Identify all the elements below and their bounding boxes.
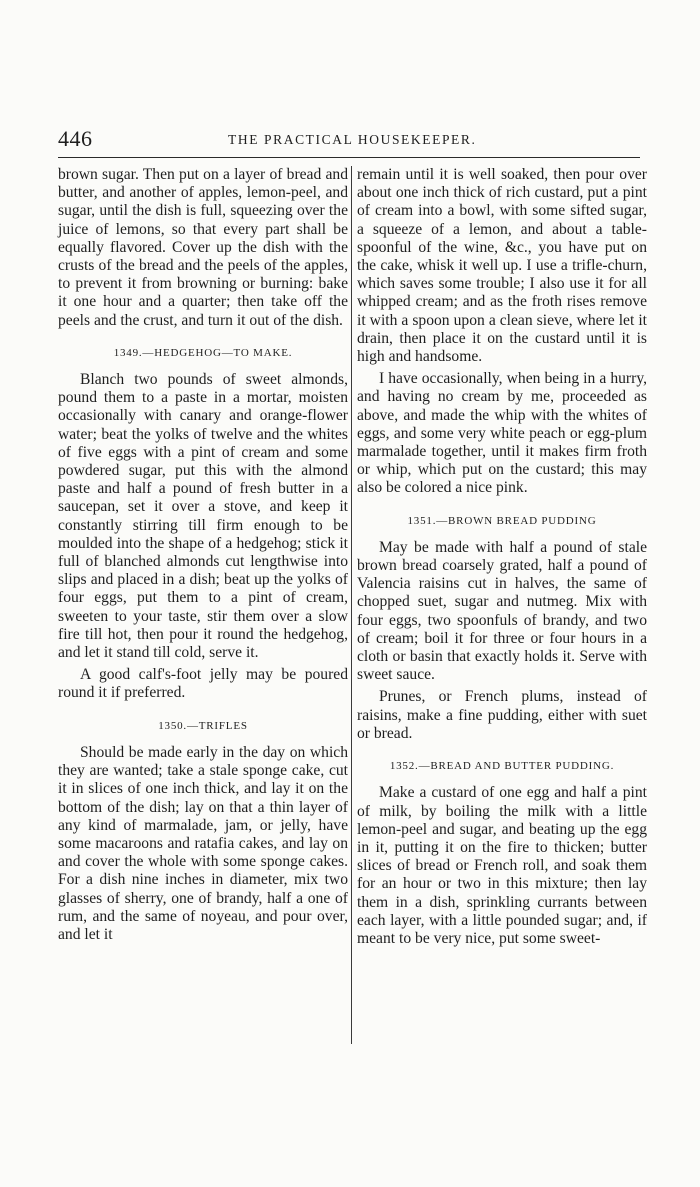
running-title: THE PRACTICAL HOUSEKEEPER.: [228, 132, 477, 147]
recipe-1349-note: A good calf's-foot jelly may be poured round it if preferred.: [58, 666, 348, 702]
recipe-1351-paragraph: May be made with half a pound of stale brown bread coarsely grated, half a pound of Valencia raisins cut in halves, the same of chopped suet, sugar and nutmeg. Mix with four eggs, two spoonfuls of brandy, and two of cream; boil it for three or four hours in a cloth or basin that exactly holds it. Serve with sweet sauce.: [357, 538, 647, 684]
recipe-1350-continued: remain until it is well soaked, then pour over about one inch thick of rich custard, put a pint of cream into a bowl, with some sifted sugar, a squeeze of a lemon, and about a table-spoonful of the wine, &c., you have put on the cake, whisk it well up. I use a trifle-churn, which saves some trouble; I also use it for all whipped cream; and as the froth rises remove it with a spoon upon a clean sieve, where let it drain, then place it on the custard until it is high and handsome.: [357, 166, 647, 366]
recipe-1351-note: Prunes, or French plums, instead of raisins, make a fine pudding, either with suet or bread.: [357, 688, 647, 742]
recipe-1350-paragraph: Should be made early in the day on which they are wanted; take a stale sponge cake, cut it in slices of one inch thick, and lay it on the bottom of the dish; lay on that a thin layer of any kind of marmalade, jam, or jelly, have some macaroons and ratafia cakes, and lay on and cover the whole with some sponge cakes. For a dish nine inches in diameter, mix two glasses of sherry, one of brandy, half a one of rum, and the same of noyeau, and pour over, and let it: [58, 743, 348, 943]
recipe-1350-variation: I have occasionally, when being in a hurry, and having no cream by me, proceeded as above, and made the whip with the whites of eggs, and some very white peach or egg-plum marmalade together, until it makes firm froth or whip, which put on the custard; this may also be colored a nice pink.: [357, 370, 647, 497]
recipe-heading-1350: 1350.—TRIFLES: [158, 719, 248, 732]
recipe-1349-paragraph: Blanch two pounds of sweet almonds, pound them to a paste in a mortar, moisten occasionally with canary and orange-flower water; beat the yolks of twelve and the whites of five eggs with a pint of cream and some powdered sugar, put this with the almond paste and half a pound of fresh butter in a saucepan, set it over a stove, and keep it constantly stirring till firm enough to be moulded into the shape of a hedgehog; stick it full of blanched almonds cut lengthwise into slips and placed in a dish; beat up the yolks of four eggs, put them to a pint of cream, sweeten to your taste, stir them over a slow fire till hot, then pour it round the hedgehog, and let it stand till cold, serve it.: [58, 371, 348, 662]
recipe-heading-1352: 1352.—BREAD AND BUTTER PUDDING.: [389, 760, 615, 773]
recipe-heading-1351: 1351.—BROWN BREAD PUDDING: [407, 514, 597, 527]
page-header: [58, 126, 640, 156]
right-column: [357, 166, 647, 948]
page-number: 446: [58, 126, 93, 151]
column-rule: [351, 166, 352, 1044]
recipe-heading-1349: 1349.—HEDGEHOG—TO MAKE.: [113, 346, 293, 359]
header-rule: [58, 157, 640, 158]
continued-paragraph: brown sugar. Then put on a layer of bread and butter, and another of apples, lemon-peel, and sugar, until the dish is full, squeezing over the juice of lemons, so that every part shall be equally flavored. Cover up the dish with the crusts of the bread and the peels of the apples, to prevent it from browning or burning: bake it one hour and a quarter; then take off the peels and the crust, and turn it out of the dish.: [58, 166, 348, 329]
left-column: [58, 166, 348, 944]
recipe-1352-paragraph: Make a custard of one egg and half a pint of milk, by boiling the milk with a little lemon-peel and sugar, and beating up the egg in it, putting it on the fire to thicken; butter slices of bread or French roll, and soak them for an hour or two in this mixture; then lay them in a dish, sprinkling currants between each layer, with a little pounded sugar; and, if meant to be very nice, put some sweet-: [357, 784, 647, 947]
